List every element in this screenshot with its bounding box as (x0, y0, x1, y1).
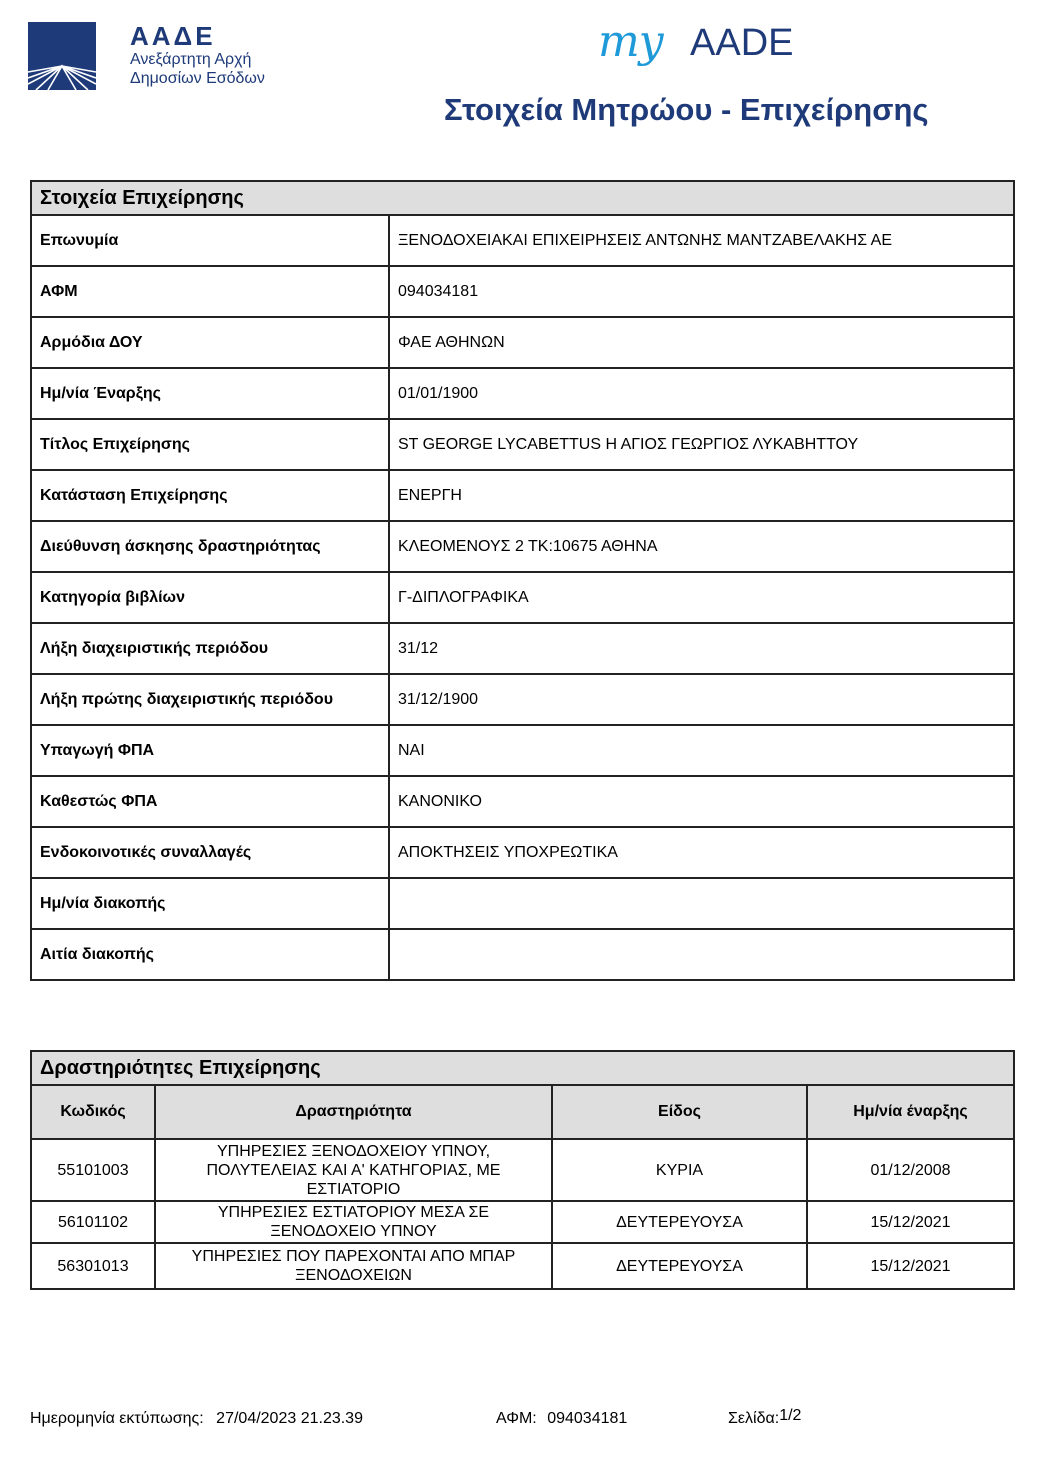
column-header-type: Είδος (552, 1085, 807, 1139)
info-row (31, 827, 1014, 878)
info-label: ΑΦΜ (31, 266, 389, 317)
myaade-logo-my: my (598, 16, 663, 67)
info-value: 31/12/1900 (389, 674, 1014, 725)
activity-type: ΔΕΥΤΕΡΕΥΟΥΣΑ (552, 1243, 807, 1289)
info-label: Καθεστώς ΦΠΑ (31, 776, 389, 827)
business-info-rows (31, 215, 1014, 980)
activity-start-date: 15/12/2021 (807, 1201, 1014, 1243)
info-value: 01/01/1900 (389, 368, 1014, 419)
info-label: Επωνυμία (31, 215, 389, 266)
info-row (31, 419, 1014, 470)
activity-code: 56101102 (31, 1201, 155, 1243)
activity-description-line: ΞΕΝΟΔΟΧΕΙΩΝ (295, 1267, 412, 1284)
column-header-code: Κωδικός (31, 1085, 155, 1139)
activity-code: 56301013 (31, 1243, 155, 1289)
activity-description-line: ΞΕΝΟΔΟΧΕΙΟ ΥΠΝΟΥ (270, 1223, 437, 1240)
info-row (31, 470, 1014, 521)
aade-full-line1: Ανεξάρτητη Αρχή (130, 51, 252, 68)
info-value: ΞΕΝΟΔΟΧΕΙΑΚΑΙ ΕΠΙΧΕΙΡΗΣΕΙΣ ΑΝΤΩΝΗΣ ΜΑΝΤΖΑΒΕΛΑΚΗΣ ΑΕ (389, 215, 1014, 266)
info-row (31, 266, 1014, 317)
footer-page-value: 1/2 (779, 1407, 802, 1424)
activity-description-line: ΥΠΗΡΕΣΙΕΣ ΕΣΤΙΑΤΟΡΙΟΥ ΜΕΣΑ ΣΕ (217, 1204, 490, 1221)
info-label: Αιτία διακοπής (31, 929, 389, 980)
info-label: Τίτλος Επιχείρησης (31, 419, 389, 470)
aade-logo (28, 22, 278, 92)
info-value: ST GEORGE LYCABETTUS Η ΑΓΙΟΣ ΓΕΩΡΓΙΟΣ ΛΥΚΑΒΗΤΤΟΥ (389, 419, 1014, 470)
activity-row (31, 1243, 1014, 1289)
info-label: Ημ/νία Έναρξης (31, 368, 389, 419)
info-row (31, 929, 1014, 980)
activity-row (31, 1201, 1014, 1243)
info-row (31, 623, 1014, 674)
info-value: ΕΝΕΡΓΗ (389, 470, 1014, 521)
column-header-activity: Δραστηριότητα (155, 1085, 552, 1139)
info-label: Κατηγορία βιβλίων (31, 572, 389, 623)
info-value (389, 929, 1014, 980)
footer-print-date-value: 27/04/2023 21.23.39 (216, 1410, 363, 1427)
info-value (389, 878, 1014, 929)
info-row (31, 317, 1014, 368)
info-row (31, 725, 1014, 776)
footer-page (728, 1407, 802, 1428)
activities-table (30, 1050, 1015, 1290)
business-info-table (30, 180, 1015, 981)
activity-description (155, 1139, 552, 1201)
activity-description-line: ΠΟΛΥΤΕΛΕΙΑΣ ΚΑΙ Α' ΚΑΤΗΓΟΡΙΑΣ, ΜΕ (206, 1161, 501, 1179)
info-value: 31/12 (389, 623, 1014, 674)
info-label: Υπαγωγή ΦΠΑ (31, 725, 389, 776)
footer-afm-value: 094034181 (547, 1410, 628, 1427)
footer-afm-label: ΑΦΜ: (496, 1410, 537, 1427)
myaade-logo (598, 14, 798, 94)
aade-logo-mark-icon (28, 22, 96, 90)
activity-row (31, 1139, 1014, 1201)
footer-print-date (30, 1410, 363, 1428)
column-header-start-date: Ημ/νία έναρξης (807, 1085, 1014, 1139)
activity-start-date: 15/12/2021 (807, 1243, 1014, 1289)
info-label: Αρμόδια ΔΟΥ (31, 317, 389, 368)
aade-abbr: ΑΑΔΕ (130, 21, 216, 51)
myaade-logo-aade: AADE (690, 22, 794, 64)
info-value: 094034181 (389, 266, 1014, 317)
info-value: ΝΑΙ (389, 725, 1014, 776)
activities-section-title: Δραστηριότητες Επιχείρησης (31, 1051, 1014, 1085)
info-value: ΑΠΟΚΤΗΣΕΙΣ ΥΠΟΧΡΕΩΤΙΚΑ (389, 827, 1014, 878)
activities-rows (31, 1139, 1014, 1289)
info-row (31, 368, 1014, 419)
footer-page-label: Σελίδα: (728, 1410, 780, 1427)
activity-code: 55101003 (31, 1139, 155, 1201)
footer-print-date-label: Ημερομηνία εκτύπωσης: (30, 1410, 204, 1427)
activity-description-line: ΥΠΗΡΕΣΙΕΣ ΠΟΥ ΠΑΡΕΧΟΝΤΑΙ ΑΠΟ ΜΠΑΡ (191, 1248, 516, 1265)
info-label: Ενδοκοινοτικές συναλλαγές (31, 827, 389, 878)
info-row (31, 776, 1014, 827)
info-value: ΚΛΕΟΜΕΝΟΥΣ 2 ΤΚ:10675 ΑΘΗΝΑ (389, 521, 1014, 572)
aade-full-line2: Δημοσίων Εσόδων (130, 70, 265, 87)
info-value: ΚΑΝΟΝΙΚΟ (389, 776, 1014, 827)
info-label: Λήξη πρώτης διαχειριστικής περιόδου (31, 674, 389, 725)
info-value: Γ-ΔΙΠΛΟΓΡΑΦΙΚΑ (389, 572, 1014, 623)
info-label: Ημ/νία διακοπής (31, 878, 389, 929)
info-label: Κατάσταση Επιχείρησης (31, 470, 389, 521)
business-section-title: Στοιχεία Επιχείρησης (31, 181, 1014, 215)
info-value: ΦΑΕ ΑΘΗΝΩΝ (389, 317, 1014, 368)
activity-description-line: ΥΠΗΡΕΣΙΕΣ ΞΕΝΟΔΟΧΕΙΟΥ ΥΠΝΟΥ, (216, 1142, 491, 1160)
info-row (31, 521, 1014, 572)
info-row (31, 215, 1014, 266)
info-row (31, 674, 1014, 725)
activity-type: ΚΥΡΙΑ (552, 1139, 807, 1201)
footer-afm (496, 1410, 627, 1428)
info-row (31, 572, 1014, 623)
activity-type: ΔΕΥΤΕΡΕΥΟΥΣΑ (552, 1201, 807, 1243)
activity-description (155, 1243, 552, 1289)
activity-description (155, 1201, 552, 1243)
activity-start-date: 01/12/2008 (807, 1139, 1014, 1201)
info-row (31, 878, 1014, 929)
info-label: Διεύθυνση άσκησης δραστηριότητας (31, 521, 389, 572)
activity-description-line: ΕΣΤΙΑΤΟΡΙΟ (306, 1180, 401, 1198)
page-title: Στοιχεία Μητρώου - Επιχείρησης (444, 92, 929, 127)
info-label: Λήξη διαχειριστικής περιόδου (31, 623, 389, 674)
